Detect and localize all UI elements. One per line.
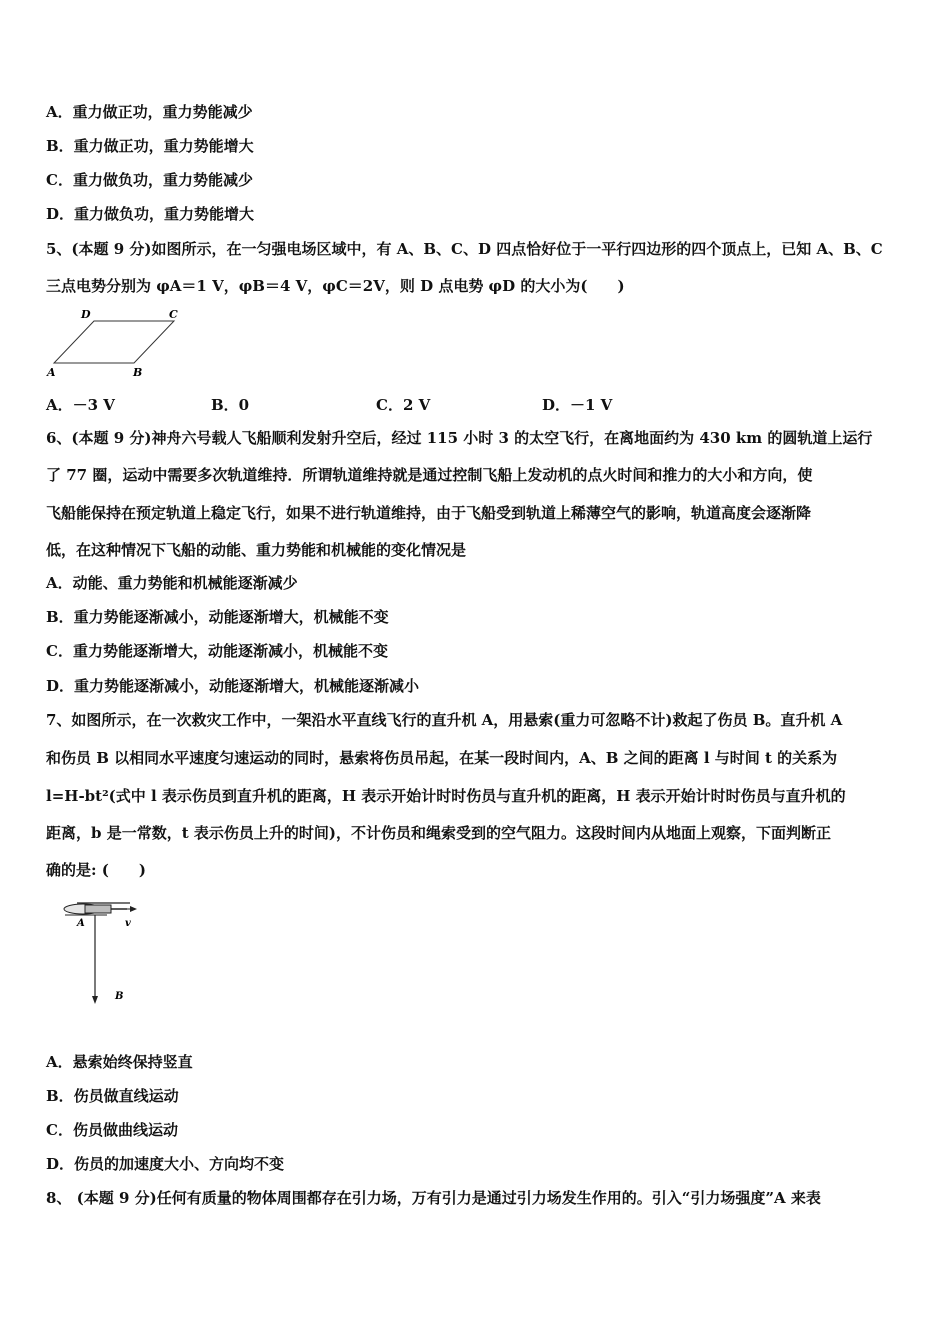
helicopter-figure (55, 895, 155, 1015)
q4-option-d: D．重力做负功，重力势能增大 (46, 205, 255, 223)
q7-stem-line-5: 确的是: ( ) (46, 861, 146, 879)
label-c: C (169, 308, 178, 321)
q4-option-c: C．重力做负功，重力势能减少 (46, 171, 253, 189)
q5-option-d: D．－1 V (542, 396, 613, 414)
q5-options (46, 394, 686, 414)
label-b: B (115, 991, 124, 1002)
label-b: B (133, 366, 143, 379)
q7-stem-line-2: 和伤员 B 以相同水平速度匀速运动的同时，悬索将伤员吊起，在某一段时间内，A、B 之间的距离 l 与时间 t 的关系为 (46, 749, 838, 767)
q7-option-c: C．伤员做曲线运动 (46, 1121, 178, 1139)
velocity-arrow (113, 906, 137, 912)
label-v: v (125, 918, 131, 929)
q8-stem-line-1: 8、 (本题 9 分)任何有质量的物体周围都存在引力场，万有引力是通过引力场发生作用的。引入“引力场强度”A 来表 (46, 1189, 821, 1207)
q6-option-b: B．重力势能逐渐减小，动能逐渐增大，机械能不变 (46, 608, 389, 626)
q7-stem-line-4: 距离，b 是一常数，t 表示伤员上升的时间)，不计伤员和绳索受到的空气阻力。这段时间内从地面上观察，下面判断正 (46, 824, 831, 842)
parallelogram-figure (44, 305, 194, 380)
q4-option-b: B．重力做正功，重力势能增大 (46, 137, 254, 155)
q6-stem-line-4: 低，在这种情况下飞船的动能、重力势能和机械能的变化情况是 (46, 541, 467, 559)
parallelogram-shape (54, 321, 174, 363)
q7-option-a: A．悬索始终保持竖直 (46, 1053, 193, 1071)
q6-option-d: D．重力势能逐渐减小，动能逐渐增大，机械能逐渐减小 (46, 677, 420, 695)
label-d: D (81, 308, 91, 321)
q7-stem-line-3: l=H-bt²(式中 l 表示伤员到直升机的距离，H 表示开始计时时伤员与直升机的距离，H 表示开始计时时伤员与直升机的 (46, 787, 846, 805)
q6-option-c: C．重力势能逐渐增大，动能逐渐减小，机械能不变 (46, 642, 388, 660)
label-a: A (47, 366, 56, 379)
q5-stem-line-1: 5、(本题 9 分)如图所示，在一匀强电场区域中，有 A、B、C、D 四点恰好位于一平行四边形的四个顶点上，已知 A、B、C (46, 240, 883, 258)
q6-stem-line-3: 飞船能保持在预定轨道上稳定飞行，如果不进行轨道维持，由于飞船受到轨道上稀薄空气的影响，轨道高度会逐渐降 (46, 504, 812, 522)
q5-stem-line-2: 三点电势分别为 φA＝1 V，φB＝4 V，φC＝2V，则 D 点电势 φD 的大小为( ) (46, 277, 625, 295)
q7-option-b: B．伤员做直线运动 (46, 1087, 179, 1105)
q5-option-a: A．－3 V (46, 396, 115, 414)
rescued-person-marker (92, 996, 98, 1004)
q5-option-c: C．2 V (376, 396, 431, 414)
q7-stem-line-1: 7、如图所示，在一次救灾工作中，一架沿水平直线飞行的直升机 A，用悬索(重力可忽略不计)救起了伤员 B。直升机 A (46, 711, 843, 729)
q6-stem-line-1: 6、(本题 9 分)神舟六号载人飞船顺利发射升空后，经过 115 小时 3 的太空飞行，在离地面约为 430 km 的圆轨道上运行 (46, 429, 873, 447)
q4-option-a: A．重力做正功，重力势能减少 (46, 103, 253, 121)
q7-option-d: D．伤员的加速度大小、方向均不变 (46, 1155, 285, 1173)
label-a: A (77, 918, 85, 929)
q6-stem-line-2: 了 77 圈，运动中需要多次轨道维持．所谓轨道维持就是通过控制飞船上发动机的点火时间和推力的大小和方向，使 (46, 466, 813, 484)
q6-option-a: A．动能、重力势能和机械能逐渐减少 (46, 574, 298, 592)
q5-option-b: B．0 (211, 396, 250, 414)
